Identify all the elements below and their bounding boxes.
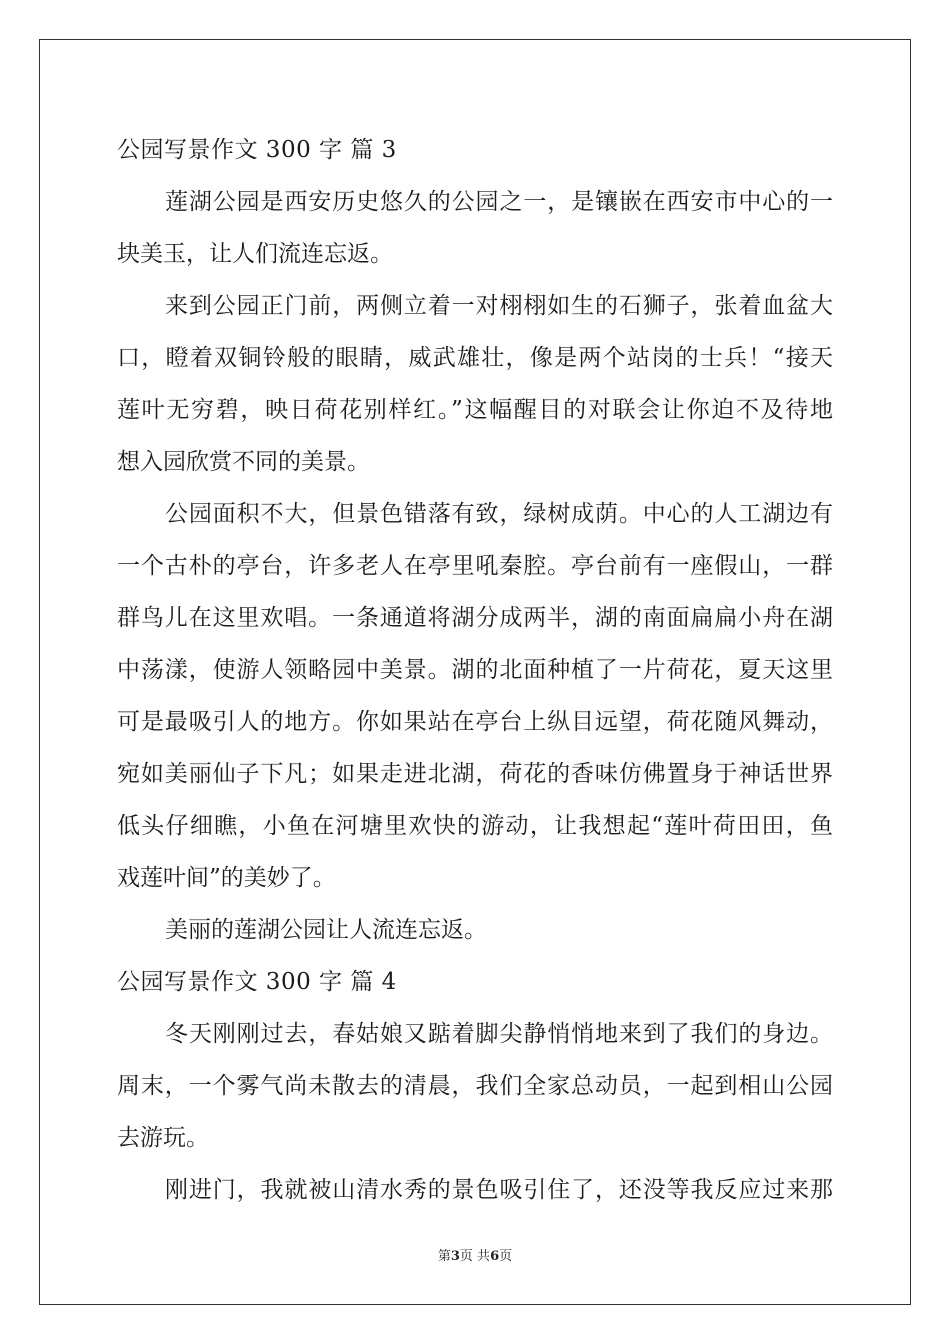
paragraph-line: 口，瞪着双铜铃般的眼睛，威武雄壮，像是两个站岗的士兵！“接天 [117,345,833,371]
paragraph-line: 低头仔细瞧，小鱼在河塘里欢快的游动，让我想起“莲叶荷田田，鱼 [117,813,833,839]
paragraph-line: 来到公园正门前，两侧立着一对栩栩如生的石狮子，张着血盆大 [165,293,833,319]
paragraph-line: 戏莲叶间”的美妙了。 [117,865,336,891]
section-heading-3: 公园写景作文 300 字 篇 3 [117,137,397,163]
paragraph-line: 冬天刚刚过去，春姑娘又踮着脚尖静悄悄地来到了我们的身边。 [165,1021,833,1047]
total-page-number: 6 [490,1249,500,1264]
paragraph-line: 块美玉，让人们流连忘返。 [117,241,393,267]
current-page-number: 3 [450,1249,460,1264]
page-prefix: 第 [437,1249,451,1264]
paragraph-line: 周末，一个雾气尚未散去的清晨，我们全家总动员，一起到相山公园 [117,1073,833,1099]
page-suffix: 页 [499,1249,513,1264]
paragraph-line: 想入园欣赏不同的美景。 [117,449,370,475]
page-footer [0,1245,950,1264]
paragraph-line: 去游玩。 [117,1125,209,1151]
paragraph-line: 中荡漾，使游人领略园中美景。湖的北面种植了一片荷花，夏天这里 [117,657,833,683]
paragraph-line: 群鸟儿在这里欢唱。一条通道将湖分成两半，湖的南面扁扁小舟在湖 [117,605,833,631]
paragraph-line: 刚进门，我就被山清水秀的景色吸引住了，还没等我反应过来那 [165,1177,833,1203]
paragraph-line: 一个古朴的亭台，许多老人在亭里吼秦腔。亭台前有一座假山，一群 [117,553,833,579]
paragraph-line: 宛如美丽仙子下凡；如果走进北湖，荷花的香味仿佛置身于神话世界 [117,761,833,787]
paragraph-line: 公园面积不大，但景色错落有致，绿树成荫。中心的人工湖边有 [165,501,833,527]
paragraph-line: 莲湖公园是西安历史悠久的公园之一，是镶嵌在西安市中心的一 [165,189,833,215]
paragraph-line: 莲叶无穷碧，映日荷花别样红。”这幅醒目的对联会让你迫不及待地 [117,397,833,423]
paragraph-line: 可是最吸引人的地方。你如果站在亭台上纵目远望，荷花随风舞动， [117,709,833,735]
section-heading-4: 公园写景作文 300 字 篇 4 [117,969,397,995]
document-body [117,128,833,1220]
page-mid: 页 共 [459,1249,491,1264]
paragraph-line: 美丽的莲湖公园让人流连忘返。 [165,917,487,943]
